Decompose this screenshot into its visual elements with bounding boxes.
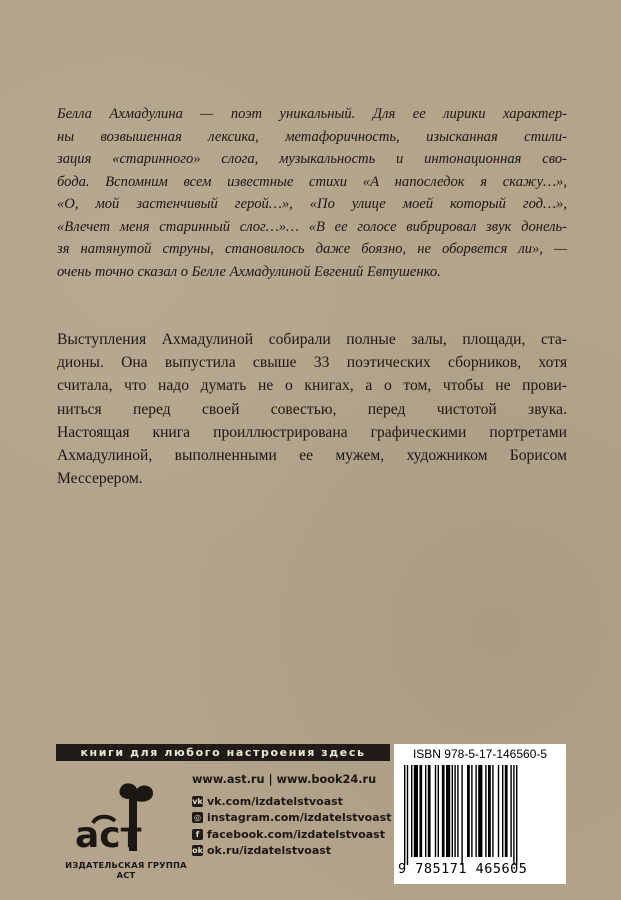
barcode-bar	[485, 765, 486, 857]
barcode-bar	[492, 765, 493, 857]
barcode-bar	[404, 765, 405, 865]
text-line: ниться перед своей совестью, перед чистотой звука.	[57, 400, 567, 418]
logo-text: аст	[75, 815, 142, 856]
isbn-label: ISBN 978-5-17-146560-5	[412, 747, 548, 761]
text-line: бода. Вспомним всем известные стихи «А напоследок я скажу…»,	[57, 173, 567, 190]
ast-logo-icon	[71, 781, 166, 856]
text-line: ны возвышенная лексика, метафоричность, изысканная стили-	[57, 128, 567, 145]
text-line: зя натянутой струны, становилось даже боязно, не оборвется ли», —	[57, 241, 567, 257]
publisher-logo	[56, 775, 196, 885]
barcode-bar	[510, 765, 511, 857]
facebook-icon: f	[192, 829, 203, 840]
social-link[interactable]	[192, 810, 391, 827]
barcode-bar	[414, 765, 418, 857]
text-line: Белла Ахмадулина — поэт уникальный. Для ее лирики характер-	[57, 106, 567, 122]
barcode-bar	[505, 765, 508, 857]
text-line: Мессерером.	[57, 470, 143, 488]
social-link-text: ok.ru/izdatelstvoast	[207, 844, 332, 858]
text-line: зация «старинного» слога, музыкальность и интонационная сво-	[57, 151, 567, 167]
text-line: Ахмадулиной, выполненными ее мужем, художником Борисом	[57, 447, 567, 465]
barcode-bar	[425, 765, 426, 857]
text-line: Настоящая книга проиллюстрирована графическими портретами	[57, 423, 567, 441]
barcode-bar	[407, 765, 408, 865]
barcode-bar	[428, 765, 431, 857]
barcode-bar	[488, 765, 491, 857]
barcode-bar	[471, 765, 472, 857]
barcode-bar	[411, 765, 412, 857]
barcode-bar	[478, 765, 482, 857]
logo-caption: ИЗДАТЕЛЬСКАЯ ГРУППА АСТ	[65, 860, 187, 880]
barcode-bar	[457, 765, 458, 857]
text-line: очень точно сказал о Белле Ахмадулиной Евгений Евтушенко.	[57, 263, 441, 280]
text-line: Выступления Ахмадулиной собирали полные залы, площади, ста-	[57, 331, 567, 348]
text-line: «Влечет меня старинный слог…»… «В ее голосе вибрировал звук донель-	[57, 218, 567, 235]
text-line: считала, что надо думать не о книгах, а о том, чтобы не прови-	[57, 377, 567, 395]
barcode-area	[394, 744, 566, 884]
barcode-icon	[404, 765, 560, 865]
ok-icon: ok	[192, 846, 203, 856]
social-link[interactable]	[192, 826, 391, 843]
barcode-bar	[467, 765, 470, 857]
barcode-bar	[452, 765, 453, 857]
social-link-text: instagram.com/izdatelstvoast	[207, 811, 392, 825]
text-line: дионы. Она выпустила свыше 33 поэтических сборников, хотя	[57, 354, 567, 372]
barcode-bar	[475, 765, 476, 857]
barcode-bar	[438, 765, 439, 857]
social-link-text: vk.com/izdatelstvoast	[207, 794, 343, 808]
barcode-bar	[461, 765, 462, 865]
vk-icon: vk	[192, 796, 203, 806]
social-link[interactable]	[192, 793, 391, 810]
social-link-text: facebook.com/izdatelstvoast	[207, 827, 385, 841]
barcode-bar	[498, 765, 499, 857]
website-links[interactable]: www.ast.ru | www.book24.ru	[192, 773, 377, 786]
publisher-links	[192, 773, 391, 859]
social-link[interactable]	[192, 843, 391, 860]
barcode-bar	[513, 765, 514, 865]
barcode-bar	[502, 765, 503, 857]
barcode-bar	[419, 765, 422, 857]
book-description	[57, 328, 567, 490]
barcode-digits: 9 785171 465605	[398, 861, 528, 877]
instagram-icon: ◎	[192, 812, 203, 823]
barcode-bar	[435, 765, 436, 857]
barcode-bar	[446, 765, 450, 857]
barcode-bar	[516, 765, 517, 865]
text-line: «О, мой застенчивый герой…», «По улице моей который год…»,	[57, 196, 567, 212]
author-quote	[57, 103, 567, 283]
barcode-bar	[454, 765, 455, 857]
slogan-bar: книги для любого настроения здесь	[56, 744, 390, 761]
barcode-bar	[442, 765, 445, 857]
